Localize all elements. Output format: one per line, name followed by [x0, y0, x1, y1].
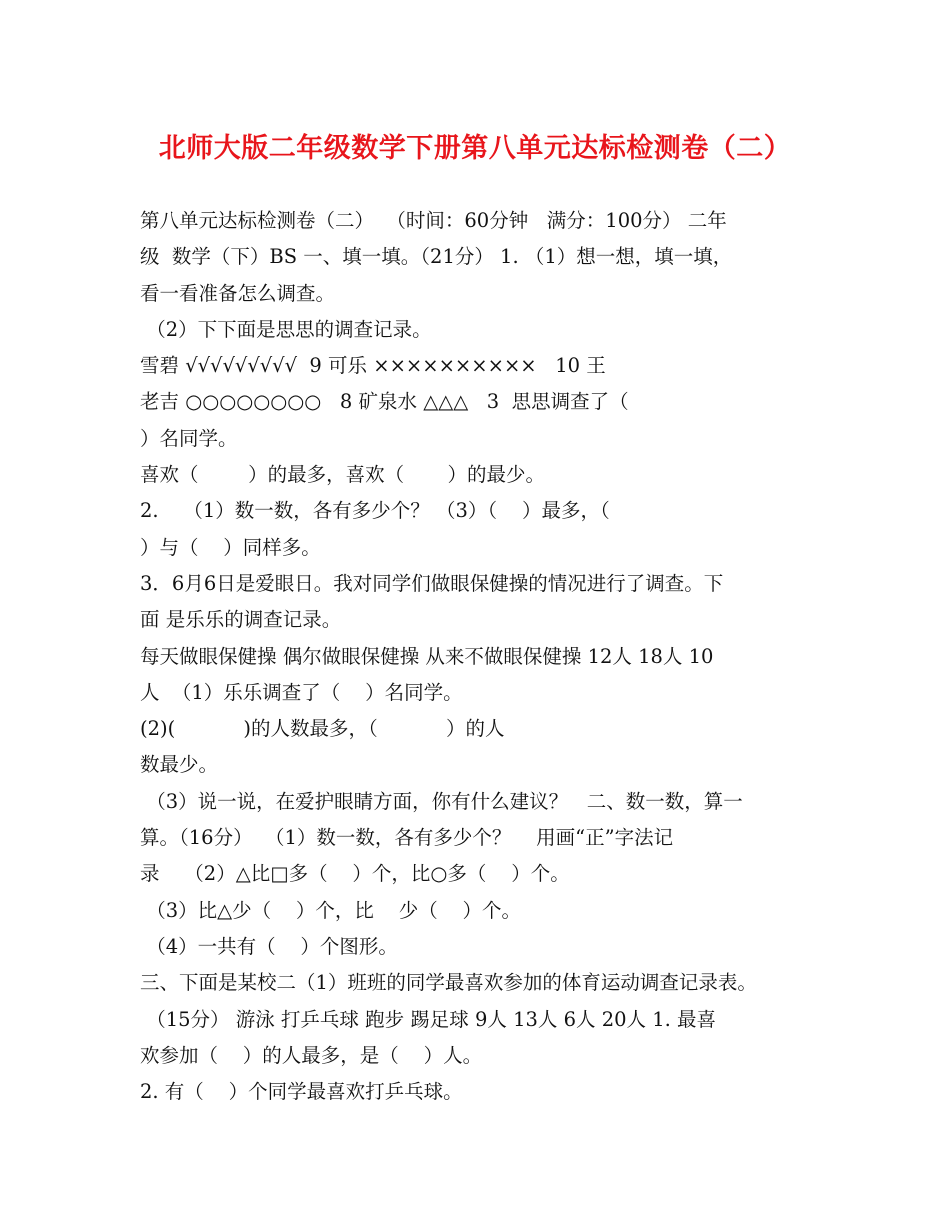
text-line: 欢参加（ ）的人最多，是（ ）人。 [140, 1043, 483, 1067]
text-line: 级 数学（下）BS 一、填一填。（21分） 1. （1）想一想，填一填， [140, 245, 733, 269]
text-line: （4）一共有（ ）个图形。 [140, 934, 398, 958]
text-line: 数最少。 [140, 753, 219, 777]
text-line: 喜欢（ ）的最多，喜欢（ ）的最少。 [140, 463, 545, 487]
text-line: 每天做眼保健操 偶尔做眼保健操 从来不做眼保健操 12人 18人 10 [140, 644, 714, 668]
text-line: ）与（ ）同样多。 [140, 535, 321, 559]
text-line: 雪碧 √√√√√√√√√ 9 可乐 ×××××××××× 10 王 [140, 354, 606, 378]
text-line: （3）比△少（ ）个，比 少（ ）个。 [140, 898, 521, 922]
document-title: 北师大版二年级数学下册第八单元达标检测卷（二） [158, 133, 792, 164]
text-line: 看一看准备怎么调查。 [140, 281, 336, 305]
text-line: 录 （2）△比□多（ ）个，比○多（ ）个。 [140, 862, 570, 886]
text-line: 三、下面是某校二（1）班班的同学最喜欢参加的体育运动调查记录表。 [140, 971, 757, 995]
text-line: 老吉 ○○○○○○○○ 8 矿泉水 △△△ 3 思思调查了（ [140, 390, 629, 414]
text-line: (2)( )的人数最多，（ ）的人 [140, 717, 505, 741]
text-line: 3．6月6日是爱眼日。我对同学们做眼保健操的情况进行了调查。下 [140, 571, 724, 595]
text-line: 2. （1）数一数，各有多少个？ （3）（ ）最多，（ [140, 499, 610, 523]
text-line: ）名同学。 [140, 426, 238, 450]
text-line: 算。（16分） （1）数一数，各有多少个？ 用画“正”字法记 [140, 826, 674, 850]
document-body [140, 203, 820, 1110]
text-line: （2）下下面是思思的调查记录。 [140, 317, 432, 341]
text-line: （15分） 游泳 打乒乓球 跑步 踢足球 9人 13人 6人 20人 1. 最喜 [140, 1007, 717, 1031]
text-line: 第八单元达标检测卷（二） （时间：60分钟 满分：100分） 二年 [140, 209, 727, 232]
text-line: 人 （1）乐乐调查了（ ）名同学。 [140, 680, 463, 704]
text-line: 面 是乐乐的调查记录。 [140, 608, 342, 632]
text-line: 2. 有（ ）个同学最喜欢打乒乓球。 [140, 1080, 463, 1104]
text-line: （3）说一说，在爱护眼睛方面，你有什么建议？ 二、数一数，算一 [140, 789, 743, 813]
